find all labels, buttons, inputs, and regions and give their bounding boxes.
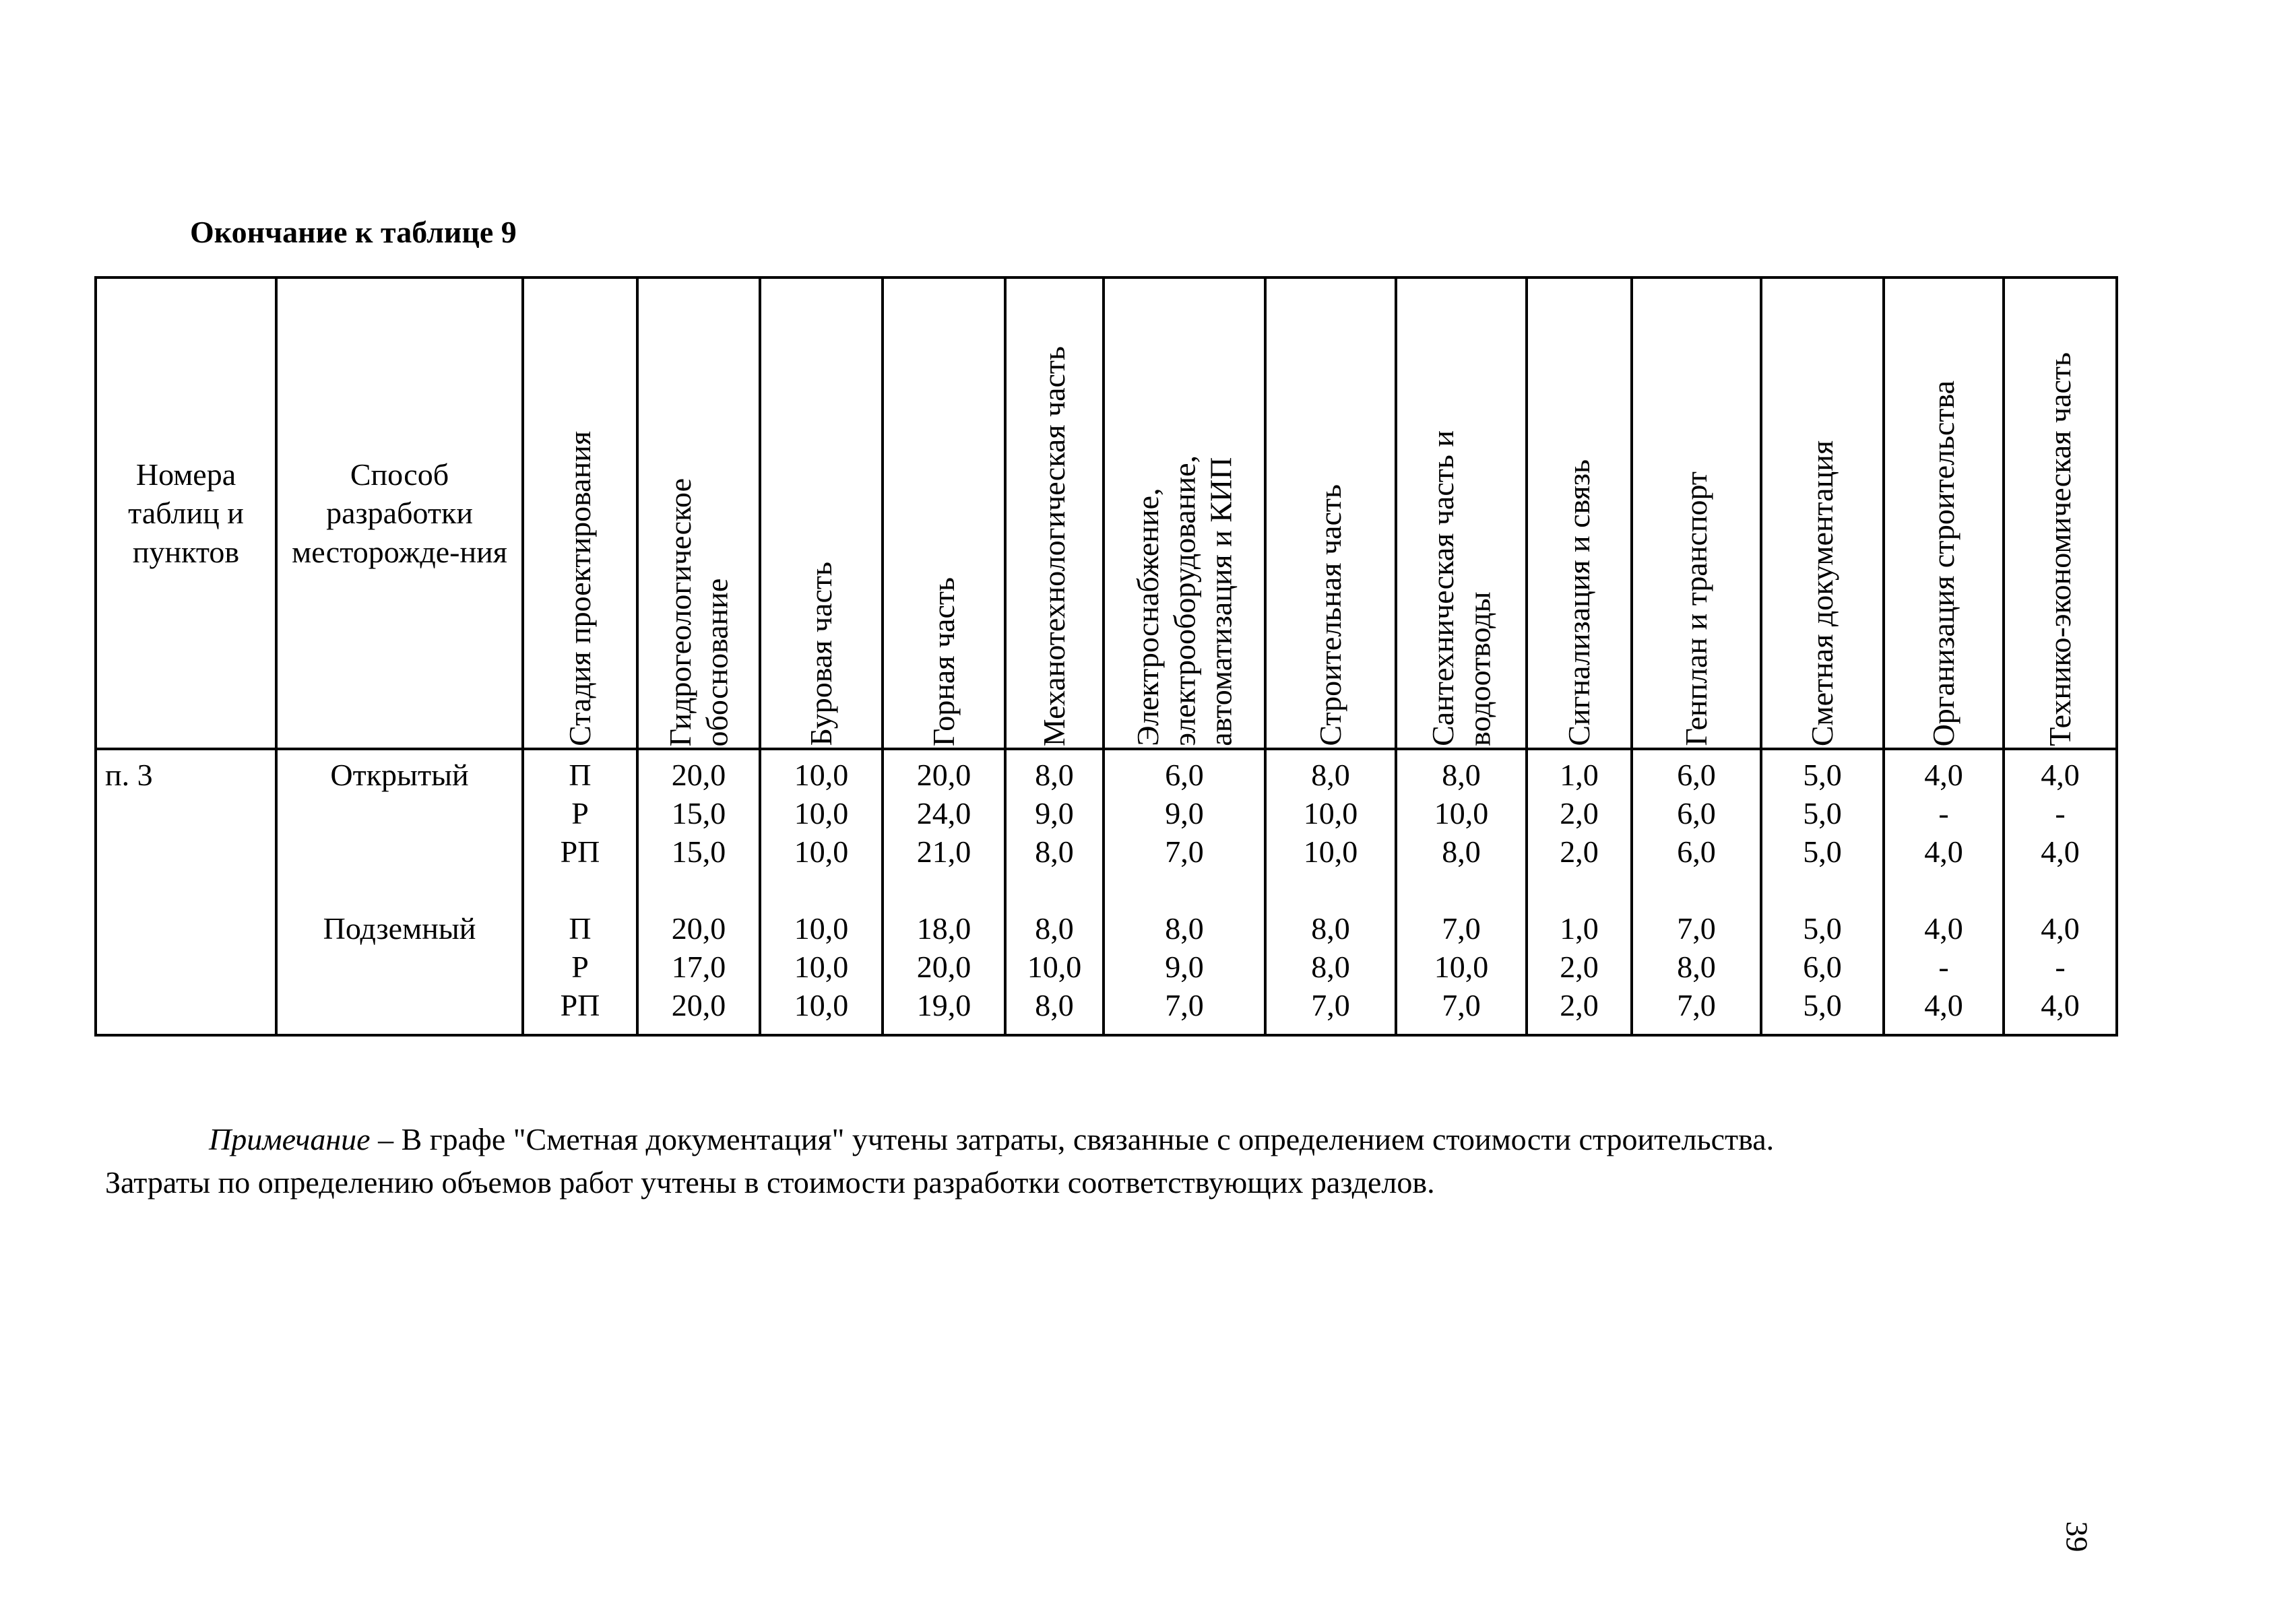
- method-cell: [276, 749, 523, 1035]
- header-col: [1104, 277, 1265, 749]
- header-signaling: Сигнализация и связь: [1561, 459, 1596, 746]
- header-col: [1761, 277, 1884, 749]
- stage-value: П: [569, 758, 592, 792]
- stage-value: Р: [571, 796, 589, 830]
- value: 1,0: [1560, 758, 1599, 792]
- header-electrical: Электроснабжение, электрооборудование, автоматизация и КИП: [1130, 455, 1238, 746]
- footnote: [105, 1118, 2099, 1204]
- value: 7,0: [1442, 911, 1481, 946]
- value: 20,0: [916, 758, 971, 792]
- stage-value: П: [569, 911, 592, 946]
- value: 7,0: [1165, 988, 1204, 1022]
- value: 5,0: [1803, 796, 1842, 830]
- page-number: 39: [2060, 1521, 2095, 1552]
- stage-value: Р: [571, 950, 589, 984]
- header-row: [96, 277, 2117, 749]
- value: 10,0: [794, 796, 849, 830]
- value: 8,0: [1442, 758, 1481, 792]
- value: 15,0: [671, 834, 726, 869]
- value: 2,0: [1560, 796, 1599, 830]
- value: 20,0: [671, 911, 726, 946]
- value: 7,0: [1677, 911, 1716, 946]
- header-col: [883, 277, 1005, 749]
- header-col: [637, 277, 760, 749]
- header-number: Номера таблиц и пунктов: [96, 277, 276, 749]
- value-cell: [1761, 749, 1884, 1035]
- value: 10,0: [794, 834, 849, 869]
- value: 10,0: [794, 950, 849, 984]
- header-masterplan: Генплан и транспорт: [1678, 471, 1713, 746]
- table-title: Окончание к таблице 9: [190, 215, 517, 249]
- value: 8,0: [1035, 911, 1074, 946]
- stage-value: РП: [560, 834, 600, 869]
- header-col: [760, 277, 883, 749]
- header-organization: Организация строительства: [1925, 380, 1960, 746]
- value: 4,0: [2041, 988, 2080, 1022]
- value: 24,0: [916, 796, 971, 830]
- value: 20,0: [671, 758, 726, 792]
- table-row: [96, 749, 2117, 1035]
- header-drilling: Буровая часть: [803, 562, 838, 746]
- value: 8,0: [1035, 988, 1074, 1022]
- value: 8,0: [1311, 911, 1350, 946]
- header-stage: Стадия проектирования: [562, 431, 597, 746]
- value-cell: [1396, 749, 1527, 1035]
- header-construction: Строительная часть: [1312, 484, 1347, 746]
- value: 9,0: [1035, 796, 1074, 830]
- header-sanitary: Сантехническая часть и водоотводы: [1425, 430, 1496, 746]
- value: 6,0: [1165, 758, 1204, 792]
- footnote-label: Примечание: [209, 1122, 371, 1156]
- value: 10,0: [794, 988, 849, 1022]
- value: 21,0: [916, 834, 971, 869]
- value: 5,0: [1803, 834, 1842, 869]
- value: 9,0: [1165, 796, 1204, 830]
- value: 2,0: [1560, 950, 1599, 984]
- method-open: Открытый: [330, 758, 469, 792]
- value: 4,0: [2041, 834, 2080, 869]
- row-number-cell: [96, 749, 276, 1035]
- value: 10,0: [794, 758, 849, 792]
- header-col: [523, 277, 637, 749]
- value: 5,0: [1803, 988, 1842, 1022]
- stage-value: РП: [560, 988, 600, 1022]
- header-col: [1005, 277, 1104, 749]
- value: 9,0: [1165, 950, 1204, 984]
- value: 8,0: [1311, 758, 1350, 792]
- value: 10,0: [1303, 796, 1358, 830]
- value: 15,0: [671, 796, 726, 830]
- header-mechanotech: Механотехнологическая часть: [1036, 346, 1071, 746]
- footnote-line-1: [105, 1118, 2099, 1161]
- value-cell: [883, 749, 1005, 1035]
- header-col: [1884, 277, 2004, 749]
- value: 17,0: [671, 950, 726, 984]
- value: 4,0: [2041, 911, 2080, 946]
- header-hydrogeology: Гидрогеологическое обоснование: [662, 478, 734, 746]
- value: 4,0: [1924, 758, 1963, 792]
- stage-cell: [523, 749, 637, 1035]
- value-cell: [760, 749, 883, 1035]
- value-cell: [1005, 749, 1104, 1035]
- header-col: [1632, 277, 1761, 749]
- value-cell: [1265, 749, 1396, 1035]
- value: 10,0: [1303, 834, 1358, 869]
- value: 20,0: [671, 988, 726, 1022]
- footnote-line-2: Затраты по определению объемов работ учтены в стоимости разработки соответствующих разделов.: [105, 1165, 1435, 1200]
- value: 8,0: [1035, 834, 1074, 869]
- value: 6,0: [1677, 758, 1716, 792]
- value: 10,0: [1027, 950, 1082, 984]
- value-cell: [1884, 749, 2004, 1035]
- value: 4,0: [1924, 834, 1963, 869]
- header-estimate: Сметная документация: [1804, 440, 1839, 746]
- method-underground: Подземный: [323, 911, 476, 946]
- value: 10,0: [1434, 950, 1489, 984]
- value: 7,0: [1677, 988, 1716, 1022]
- value: 4,0: [2041, 758, 2080, 792]
- value: 8,0: [1677, 950, 1716, 984]
- value: 7,0: [1442, 988, 1481, 1022]
- value: 6,0: [1803, 950, 1842, 984]
- value: -: [1938, 950, 1949, 984]
- value: 7,0: [1165, 834, 1204, 869]
- value: 5,0: [1803, 911, 1842, 946]
- value: 8,0: [1035, 758, 1074, 792]
- value: 19,0: [916, 988, 971, 1022]
- value-cell: [637, 749, 760, 1035]
- value: 2,0: [1560, 834, 1599, 869]
- value: 20,0: [916, 950, 971, 984]
- header-col: [2004, 277, 2117, 749]
- value: -: [2055, 950, 2066, 984]
- value: 8,0: [1442, 834, 1481, 869]
- value: 6,0: [1677, 796, 1716, 830]
- value: 7,0: [1311, 988, 1350, 1022]
- value: -: [2055, 796, 2066, 830]
- value: 10,0: [1434, 796, 1489, 830]
- value: 4,0: [1924, 988, 1963, 1022]
- value: 18,0: [916, 911, 971, 946]
- value: 10,0: [794, 911, 849, 946]
- header-method: Способ разработки месторожде-ния: [276, 277, 523, 749]
- value-cell: [1527, 749, 1632, 1035]
- value: 8,0: [1311, 950, 1350, 984]
- value: 1,0: [1560, 911, 1599, 946]
- value: 5,0: [1803, 758, 1842, 792]
- value-cell: [1104, 749, 1265, 1035]
- value: 6,0: [1677, 834, 1716, 869]
- value-cell: [2004, 749, 2117, 1035]
- row-number: п. 3: [105, 758, 153, 792]
- value: 2,0: [1560, 988, 1599, 1022]
- header-mining: Горная часть: [926, 577, 961, 746]
- footnote-text-1: – В графе "Сметная документация" учтены затраты, связанные с определением стоимости строительства.: [370, 1122, 1775, 1156]
- header-economics: Технико-экономическая часть: [2042, 352, 2077, 746]
- data-table: [94, 276, 2118, 1037]
- value-cell: [1632, 749, 1761, 1035]
- value: -: [1938, 796, 1949, 830]
- header-col: [1527, 277, 1632, 749]
- value: 4,0: [1924, 911, 1963, 946]
- header-col: [1396, 277, 1527, 749]
- header-col: [1265, 277, 1396, 749]
- value: 8,0: [1165, 911, 1204, 946]
